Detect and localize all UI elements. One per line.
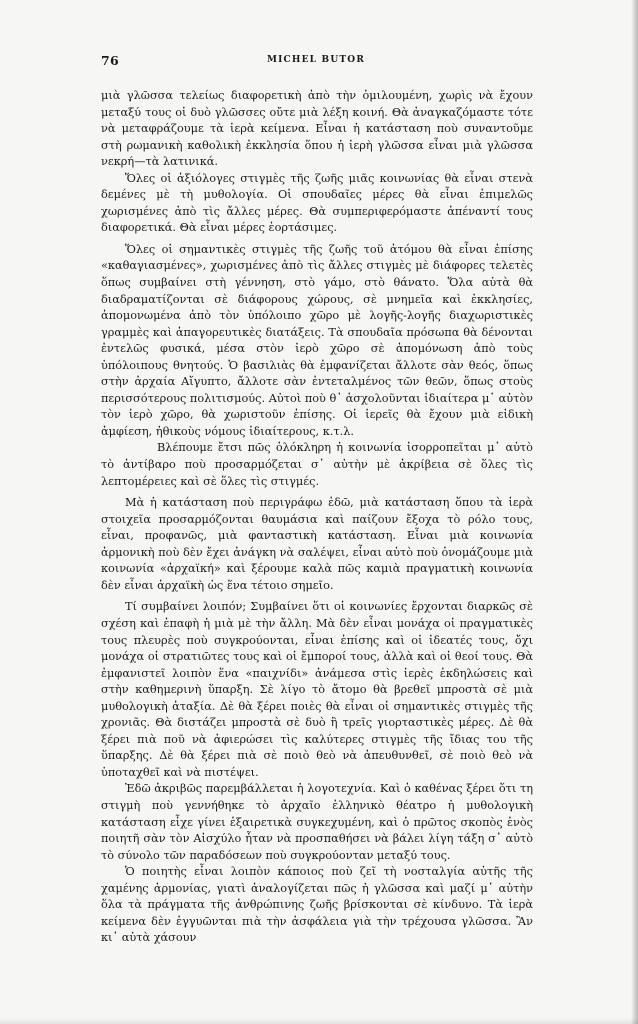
paragraph: Τί συμβαίνει λοιπόν; Συμβαίνει ὅτι οἱ κοινωνίες ἔρχονται διαρκῶς σὲ σχέση καὶ ἐπαφὴ ἡ μιὰ μὲ τὴν ἄλλη. Μὰ δὲν εἶναι μονάχα οἱ πραγματικὲς τους πλευρὲς ποὺ συγκρούονται, εἶναι ἐπίσης καὶ οἱ ἰδεατές τους, ὄχι μονάχα οἱ στρατιῶτες τους καὶ οἱ ἔμποροί τους, ἀλλὰ καὶ οἱ θεοί τους. Θὰ ἐμφανιστεῖ λοιπὸν ἕνα «παιχνίδι» ἀνάμεσα στὶς ἱερὲς ἐκδηλώσεις καὶ στὴν καθημερινὴ ὕπαρξη. Σὲ λίγο τὸ ἄτομο θὰ βρεθεῖ μπροστὰ σὲ μιὰ μυθολογικὴ ἀταξία. Δὲ θὰ ξέρει ποιὲς θὰ εἶναι οἱ σημαντικὲς στιγμὲς τῆς χρονιᾶς. Θὰ διστάζει μπροστὰ σὲ δυὸ ἢ τρεῖς γιορταστικὲς μέρες. Δὲ θὰ ξέρει πιὰ ποῦ νὰ ἀφιερώσει τὶς καλύτερες στιγμὲς τῆς ἴδιας του τῆς ὕπαρξης. Δὲ θὰ ξέρει πιὰ σὲ ποιὸ θεὸ νὰ ἀπευθυνθεῖ, σὲ ποιὸ θεὸ νὰ ὑποταχθεῖ καὶ νὰ πιστέψει. (101, 600, 533, 779)
running-head: MICHEL BUTOR (266, 55, 366, 65)
page-header (101, 53, 531, 71)
paragraph: Βλέπουμε ἔτσι πῶς ὁλόκληρη ἡ κοινωνία ἰσορροπεῖται μ᾿ αὐτὸ τὸ ἀντίβαρο ποὺ προσαρμόζεται σ᾿ αὐτὴν μὲ ἀκρίβεια σὲ ὅλες τὶς λεπτομέρειες καὶ σὲ ὅλες τὶς στιγμές. (101, 441, 533, 488)
page-number: 76 (101, 53, 119, 68)
paragraph: Ὅλες οἱ σημαντικὲς στιγμὲς τῆς ζωῆς τοῦ ἀτόμου θὰ εἶναι ἐπίσης «καθαγιασμένες», χωρισμένες ἀπὸ τὶς ἄλλες στιγμὲς μὲ διάφορες τελετὲς ὅπως συμβαίνει στὴ γέννηση, στὸ γάμο, στὸ θάνατο. Ὅλα αὐτὰ θὰ διαδραματίζονται σὲ διάφορους χώρους, σὲ μνημεῖα καὶ ἐκκλησίες, ἀπομονωμένα ἀπὸ τὸν ὑπόλοιπο χῶρο μὲ λογῆς-λογῆς διαχωριστικὲς γραμμὲς καὶ ἀπαγορευτικὲς διατάξεις. Τὰ σπουδαῖα πρόσωπα θὰ δένονται ἐντελῶς φυσικά, μέσα στὸν ἱερὸ χῶρο σὲ ἀπομόνωση ἀπὸ τοὺς ὑπόλοιπους θνητούς. Ὁ βασιλιὰς θὰ ἐμφανίζεται ἄλλοτε σὰν θεός, ὅπως στὴν ἀρχαία Αἴγυπτο, ἄλλοτε σὰν ἐντεταλμένος τῶν θεῶν, ὅπως στοὺς περισσότερους πολιτισμούς. Αὐτοὶ ποὺ θ᾿ ἀσχολοῦνται ἰδιαίτερα μ᾿ αὐτὸν τὸν ἱερὸ χῶρο, θὰ χωριστοῦν ἐπίσης. Οἱ ἱερεῖς θὰ ἔχουν μιὰ εἰδικὴ ἀμφίεση, ἠθικοὺς νόμους ἰδιαίτερους, κ.τ.λ. (101, 242, 533, 438)
page-bottom-shadow (0, 1018, 638, 1024)
paragraph: Ἐδῶ ἀκριβῶς παρεμβάλλεται ἡ λογοτεχνία. Καὶ ὁ καθένας ξέρει ὅτι τη στιγμὴ ποὺ γεννήθηκε τὸ ἀρχαῖο ἑλληνικὸ θέατρο ἡ μυθολογικὴ κατάσταση εἶχε γίνει ἐξαιρετικὰ συγκεχυμένη, καὶ ὁ πρῶτος σκοπὸς ἑνὸς ποιητῆ σὰν τὸν Αἰσχύλο ἦταν νὰ προσπαθήσει νὰ βάλει λίγη τάξη σ᾿ αὐτὸ τὸ σύνολο τῶν παραδόσεων ποὺ συγκρούονταν μεταξύ τους. (101, 782, 533, 862)
paragraph: Μὰ ἡ κατάσταση ποὺ περιγράφω ἐδῶ, μιὰ κατάσταση ὅπου τὰ ἱερὰ στοιχεῖα προσαρμόζονται θαυμάσια καὶ παίζουν ἔξοχα τὸ ρόλο τους, εἶναι, προφανῶς, μιὰ φανταστικὴ κατάσταση. Εἶναι μιὰ κοινωνία ἁρμονικὴ ποὺ δὲν ἔχει ἀνάγκη νὰ σαλέψει, εἶναι αὐτὸ ποὺ ὀνομάζουμε μιὰ κοινωνία «ἀρχαϊκή» καὶ ξέρουμε καλὰ πῶς καμιὰ πραγματικὴ κοινωνία δὲν εἶναι ἀρχαϊκὴ ὡς ἕνα τέτοιο σημεῖο. (101, 496, 533, 592)
body-text (101, 88, 533, 947)
paragraph: Ὁ ποιητὴς εἶναι λοιπὸν κάποιος ποὺ ζεῖ τὴ νοσταλγία αὐτῆς τῆς χαμένης ἁρμονίας, γιατὶ ἀναλογίζεται πῶς ἡ γλῶσσα καὶ μαζί μ᾿ αὐτὴν ὅλα τὰ πράγματα τῆς ἀνθρώπινης ζωῆς βρίσκονται σὲ κίνδυνο. Τὰ ἱερὰ κείμενα δὲν ἐγγυῶνται πιὰ τὴν ἀσφάλεια γιὰ τὴν τρέχουσα γλῶσσα. Ἂν κι᾿ αὐτὰ χάσουν (101, 865, 533, 945)
paragraph: μιὰ γλῶσσα τελείως διαφορετικὴ ἀπὸ τὴν ὁμιλουμένη, χωρὶς νὰ ἔχουν μεταξύ τους οἱ δυὸ γλῶσσες οὔτε μιὰ λέξη κοινή. Θὰ ἀναγκαζόμαστε τότε νὰ μεταφράζουμε τὰ ἱερὰ κείμενα. Εἶναι ἡ κατάσταση ποὺ συναντοῦμε στὴ ρωμανικὴ καθολικὴ ἐκκλησία ὅπου ἡ ἱερὴ γλῶσσα εἶναι μιὰ γλῶσσα νεκρή—τὰ λατινικά. (101, 89, 533, 169)
page-edge-shadow (631, 0, 638, 1024)
paragraph: Ὅλες οἱ ἀξιόλογες στιγμὲς τῆς ζωῆς μιᾶς κοινωνίας θὰ εἶναι στενὰ δεμένες μὲ τὴ μυθολογία. Οἱ σπουδαῖες μέρες θὰ εἶναι ἐπιμελῶς χωρισμένες ἀπὸ τὶς ἄλλες μέρες. Θὰ συμπεριφερόμαστε ἀπέναντί τους διαφορετικά. Θὰ εἶναι μέρες ἑορτάσιμες. (101, 171, 533, 235)
